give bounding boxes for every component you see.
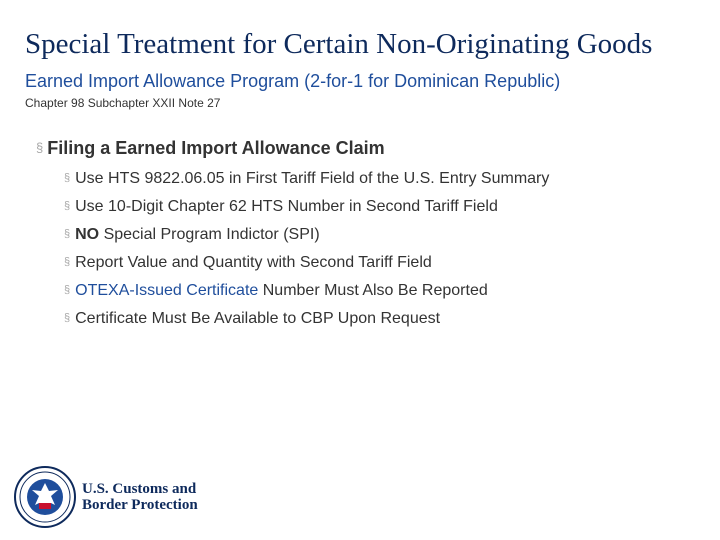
bullet-marker: § <box>64 284 71 296</box>
sub-bullet-list <box>64 168 549 336</box>
sub-bullet-item <box>64 308 549 336</box>
sub-bullet-text: Special Program Indictor (SPI) <box>99 226 320 243</box>
logo-text <box>82 481 198 513</box>
slide-title: Special Treatment for Certain Non-Originating Goods <box>25 28 653 60</box>
logo-line2: Border Protection <box>82 497 198 513</box>
slide-subtitle: Earned Import Allowance Program (2-for-1 for Dominican Republic) <box>25 71 561 91</box>
dhs-seal-icon <box>14 466 76 528</box>
main-bullet-text: Filing a Earned Import Allowance Claim <box>47 138 385 158</box>
sub-bullet-text: Use HTS 9822.06.05 in First Tariff Field of the U.S. Entry Summary <box>75 170 550 187</box>
sub-bullet-text: Use 10-Digit Chapter 62 HTS Number in Second Tariff Field <box>75 198 498 215</box>
sub-bullet-item <box>64 224 549 252</box>
bullet-marker: § <box>64 256 71 268</box>
bullet-marker: § <box>64 228 71 240</box>
bullet-marker: § <box>36 140 44 155</box>
bullet-marker: § <box>64 312 71 324</box>
logo-line1: U.S. Customs and <box>82 481 197 497</box>
main-bullet <box>36 138 385 159</box>
bullet-marker: § <box>64 200 71 212</box>
sub-bullet-text: Report Value and Quantity with Second Tariff Field <box>75 254 432 271</box>
slide-reference: Chapter 98 Subchapter XXII Note 27 <box>25 96 221 110</box>
sub-bullet-emphasis: NO <box>75 226 100 243</box>
cbp-logo <box>14 466 198 528</box>
sub-bullet-item <box>64 280 549 308</box>
sub-bullet-item <box>64 196 549 224</box>
sub-bullet-highlight: OTEXA-Issued Certificate <box>75 282 259 299</box>
sub-bullet-text: Certificate Must Be Available to CBP Upon Request <box>75 310 441 327</box>
sub-bullet-item <box>64 252 549 280</box>
bullet-marker: § <box>64 172 71 184</box>
sub-bullet-item <box>64 168 549 196</box>
sub-bullet-text: Number Must Also Be Reported <box>258 282 488 299</box>
